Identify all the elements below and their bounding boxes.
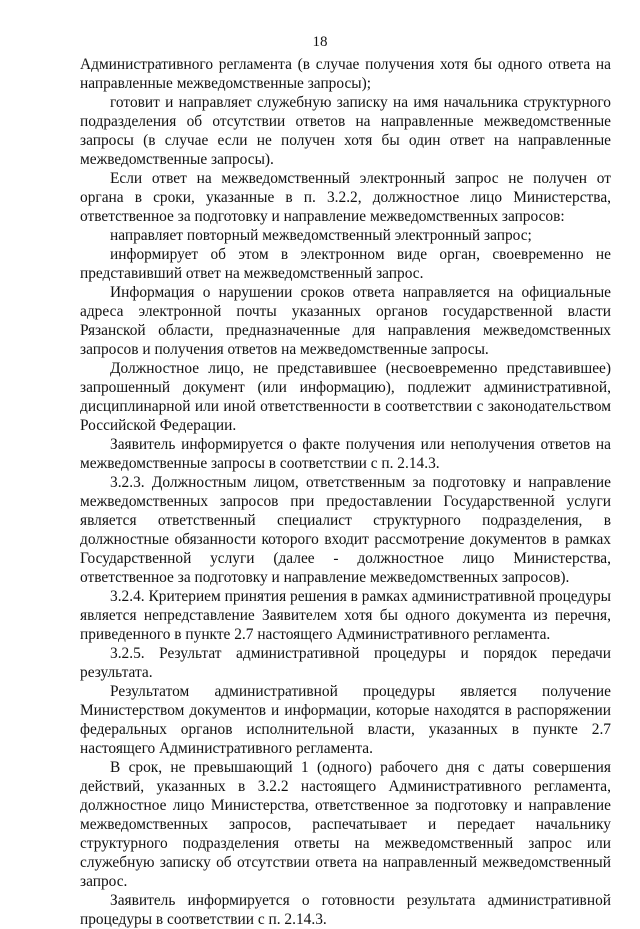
document-body <box>80 55 611 929</box>
paragraph-3: Если ответ на межведомственный электронный запрос не получен от органа в сроки, указанные в п. 3.2.2, должностное лицо Министерства, ответственное за подготовку и направление межведомственных запросов: <box>80 170 611 225</box>
paragraph-1: Административного регламента (в случае получения хотя бы одного ответа на направленные межведомственные запросы); <box>80 56 611 92</box>
paragraph-13: В срок, не превышающий 1 (одного) рабочего дня с даты совершения действий, указанных в 3.2.2 настоящего Административного регламента, должностное лицо Министерства, ответственное за подготовку и направление межведомственных запросов, распечатывает и передает начальнику структурного подразделения ответы на межведомственный запрос или служебную записку об отсутствии ответа на направленный межведомственный запрос. <box>80 759 611 890</box>
paragraph-10: 3.2.4. Критерием принятия решения в рамках административной процедуры является непредставление Заявителем хотя бы одного документа из перечня, приведенного в пункте 2.7 настоящего Административного регламента. <box>80 588 611 643</box>
paragraph-2: готовит и направляет служебную записку на имя начальника структурного подразделения об отсутствии ответов на направленные межведомственные запросы (в случае если не получен хотя бы один ответ на направленные межведомственные запросы). <box>80 94 611 168</box>
paragraph-6: Информация о нарушении сроков ответа направляется на официальные адреса электронной почты указанных органов государственной власти Рязанской области, предназначенные для направления межведомственных запросов и получения ответов на межведомственные запросы. <box>80 284 611 358</box>
paragraph-7: Должностное лицо, не представившее (несвоевременно представившее) запрошенный документ (или информацию), подлежит административной, дисциплинарной или иной ответственности в соответствии с законодательством Российской Федерации. <box>80 360 611 434</box>
page-number: 18 <box>312 34 328 50</box>
paragraph-9: 3.2.3. Должностным лицом, ответственным за подготовку и направление межведомственных запросов при предоставлении Государственной услуги является ответственный специалист структурного подразделения, в должностные обязанности которого входит рассмотрение документов в рамках Государственной услуги (далее - должностное лицо Министерства, ответственное за подготовку и направление межведомственных запросов). <box>80 474 611 586</box>
paragraph-4: направляет повторный межведомственный электронный запрос; <box>110 227 532 244</box>
paragraph-8: Заявитель информируется о факте получения или неполучения ответов на межведомственные запросы в соответствии с п. 2.14.3. <box>80 436 611 472</box>
paragraph-12: Результатом административной процедуры является получение Министерством документов и информации, которые находятся в распоряжении федеральных органов исполнительной власти, указанных в пункте 2.7 настоящего Административного регламента. <box>80 683 611 757</box>
paragraph-5: информирует об этом в электронном виде орган, своевременно не представивший ответ на межведомственный запрос. <box>80 246 611 282</box>
paragraph-11: 3.2.5. Результат административной процедуры и порядок передачи результата. <box>80 645 611 681</box>
paragraph-14: Заявитель информируется о готовности результата административной процедуры в соответствии с п. 2.14.3. <box>80 892 611 928</box>
